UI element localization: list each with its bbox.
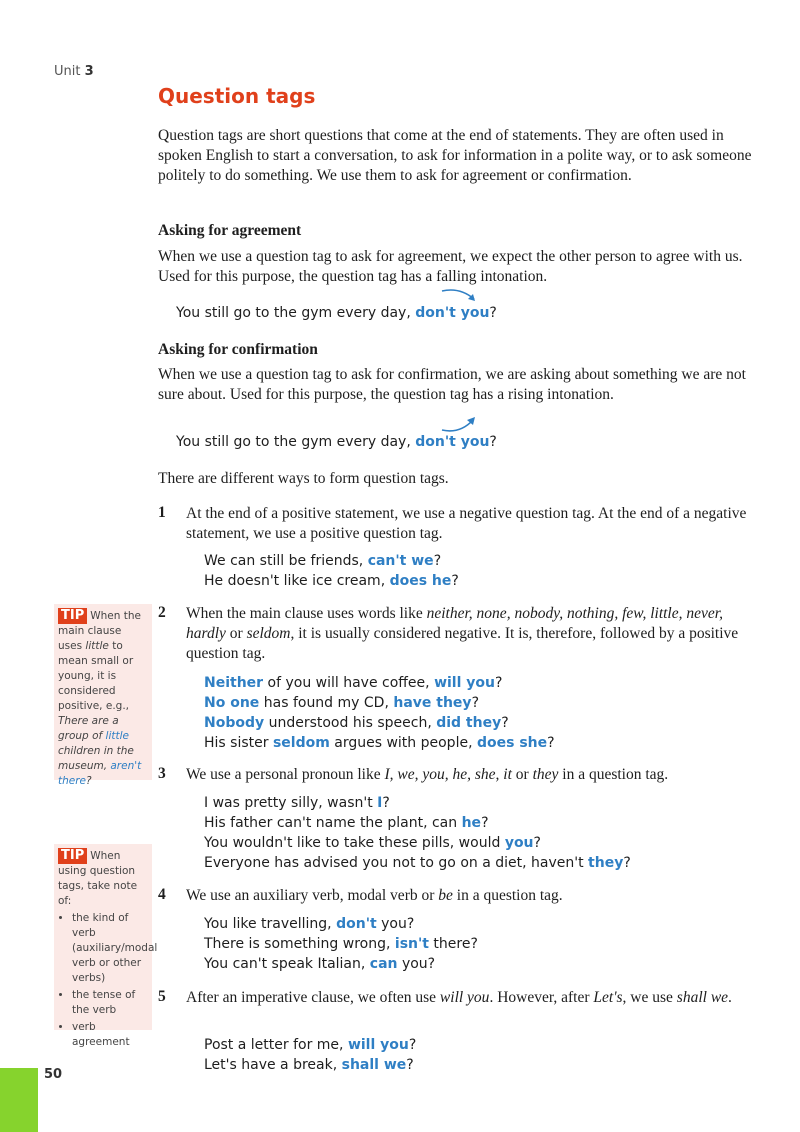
tip-list-item: • the tense of the verb (72, 988, 148, 1018)
example-text: You still go to the gym every day, (176, 434, 416, 450)
tip-text: to mean small or young, it is considered positive, e.g., (58, 640, 134, 712)
question-tag: shall we (341, 1057, 407, 1073)
example-end: ? (451, 573, 459, 589)
negative-words: neither, none, nobody, nothing, few, little, never, hardly (186, 605, 723, 642)
example-line (204, 853, 631, 873)
rule-text (186, 988, 756, 1008)
example-end: ? (533, 835, 541, 851)
question-tag: don't you (415, 305, 490, 321)
agreement-heading: Asking for agreement (158, 222, 302, 239)
example-end: ? (433, 553, 442, 569)
rule-text: At the end of a positive statement, we use a negative question tag. At the end of a negative statement, we use a positive question tag. (186, 505, 747, 542)
example-end: ? (494, 675, 503, 691)
keyword-lets: Let's (593, 989, 623, 1006)
question-tag: he (461, 815, 482, 831)
rule-text-part: , we use (622, 989, 677, 1006)
example-line (204, 954, 478, 974)
keyword-will-you: will you (439, 989, 490, 1006)
rule-text (186, 886, 756, 906)
example-text: You like travelling, (204, 916, 337, 932)
example-text: Post a letter for me, (204, 1037, 348, 1053)
example-text: Let's have a break, (204, 1057, 342, 1073)
question-tag: you (504, 835, 534, 851)
example-text: We can still be friends, (204, 553, 368, 569)
example-line (204, 733, 555, 753)
question-tag: does she (476, 735, 548, 751)
rule-text (186, 604, 756, 664)
rule-text-part: in a question tag. (452, 887, 563, 904)
rule-number: 5 (158, 988, 166, 1005)
example-end: ? (382, 795, 390, 811)
rule-text-part: , it is usually considered negative. It is, therefore, followed by a positive question tag. (186, 625, 739, 662)
rule-text-part: . However, after (489, 989, 594, 1006)
question-tag: can't we (367, 553, 434, 569)
example-text: understood his speech, (264, 715, 437, 731)
tip-badge: TIP (58, 848, 87, 864)
rule-text-part: We use an auxiliary verb, modal verb or (186, 887, 439, 904)
ways-intro: There are different ways to form question tags. (158, 470, 449, 487)
rule-text-part: in a question tag. (558, 766, 669, 783)
rule4-examples (204, 914, 478, 974)
tip-keyword: little (105, 730, 129, 742)
example-line (204, 1035, 416, 1055)
example-text: You can't speak Italian, (204, 956, 370, 972)
confirmation-text: When we use a question tag to ask for confirmation, we are asking about something we are not sure about. Used for this purpose, the question tag has a rising intonation. (158, 366, 746, 403)
example-end: ? (481, 815, 489, 831)
example-text: His sister (204, 735, 273, 751)
tip-list-item: • the kind of verb (auxiliary/modal verb or other verbs) (72, 911, 148, 986)
unit-label (54, 64, 94, 79)
example-end: ? (547, 735, 555, 751)
rule5-examples (204, 1035, 416, 1075)
tip-box-little (54, 604, 152, 787)
example-end: you? (397, 956, 436, 972)
example-line (204, 813, 631, 833)
tip-example-end: ? (86, 775, 92, 787)
page-number: 50 (44, 1067, 63, 1082)
example-text: argues with people, (329, 735, 477, 751)
tip-badge: TIP (58, 608, 87, 624)
question-tag: does he (389, 573, 452, 589)
pronoun-list: I, we, you, he, she, it (384, 766, 512, 783)
example-line (204, 833, 631, 853)
rule2-examples (204, 673, 555, 753)
agreement-example (176, 303, 497, 323)
example-end: ? (501, 715, 509, 731)
tip-example-text: children in the museum, (58, 745, 134, 772)
rule-text-part: We use a personal pronoun like (186, 766, 385, 783)
example-end: ? (406, 1057, 414, 1073)
question-tag: will you (347, 1037, 409, 1053)
page-corner-tab (0, 1068, 38, 1132)
tip-box-checklist (54, 844, 158, 1048)
rule-text-part: or (225, 625, 247, 642)
keyword-shall-we: shall we (676, 989, 729, 1006)
example-text: He doesn't like ice cream, (204, 573, 390, 589)
question-tag: don't you (415, 434, 490, 450)
tip-list-item: • verb agreement (72, 1020, 148, 1050)
example-line (204, 793, 631, 813)
example-line (204, 1055, 416, 1075)
page-title: Question tags (158, 84, 316, 108)
falling-intonation-arrow-icon (440, 285, 480, 305)
example-text: has found my CD, (259, 695, 394, 711)
rule-number: 1 (158, 504, 166, 521)
example-text: I was pretty silly, wasn't (204, 795, 378, 811)
rule-text (186, 765, 756, 785)
confirmation-heading: Asking for confirmation (158, 341, 318, 358)
example-text: There is something wrong, (204, 936, 395, 952)
tip-text: When using question tags, take note of: (58, 850, 138, 907)
negative-word: seldom (272, 735, 330, 751)
example-text: You still go to the gym every day, (176, 305, 416, 321)
tip-keyword: little (85, 640, 109, 652)
question-tag: did they (436, 715, 502, 731)
negative-word: Nobody (204, 715, 265, 731)
example-line (204, 551, 459, 571)
example-line (204, 934, 478, 954)
rule-text-part: After an imperative clause, we often use (186, 989, 440, 1006)
example-line (204, 914, 478, 934)
rule-text-part: or (511, 766, 533, 783)
rule1-examples (204, 551, 459, 591)
negative-word: Neither (204, 675, 264, 691)
rule-number: 4 (158, 886, 166, 903)
example-text: His father can't name the plant, can (204, 815, 462, 831)
example-end: you? (376, 916, 415, 932)
example-end: there? (428, 936, 478, 952)
example-line (204, 713, 555, 733)
rule-text-part: . (728, 989, 732, 1006)
question-tag: I (377, 795, 383, 811)
keyword-be: be (438, 887, 453, 904)
example-end: ? (408, 1037, 417, 1053)
confirmation-example (176, 432, 497, 452)
unit-number: 3 (84, 64, 94, 79)
example-end: ? (489, 434, 497, 450)
rising-intonation-arrow-icon (440, 414, 480, 434)
intro-paragraph: Question tags are short questions that come at the end of statements. They are often used in spoken English to start a conversation, to ask for information in a polite way, or to ask someone politely to do something. We use them to ask for agreement or confirmation. (158, 127, 752, 184)
negative-word: seldom (246, 625, 291, 642)
negative-word: No one (204, 695, 260, 711)
tip-example-text: There are a group of (58, 715, 119, 742)
tip-example (58, 715, 141, 787)
example-end: ? (471, 695, 479, 711)
tip-list (58, 911, 158, 1050)
example-end: ? (489, 305, 497, 321)
tip-text: When the main clause uses (58, 610, 141, 652)
example-line (204, 693, 555, 713)
tip-question-tag: aren't there (58, 760, 142, 787)
rule3-examples (204, 793, 631, 873)
agreement-text: When we use a question tag to ask for agreement, we expect the other person to agree with us. Used for this purpose, the question tag has a falling intonation. (158, 248, 743, 285)
verb-highlight: can (369, 956, 398, 972)
example-text: of you will have coffee, (263, 675, 435, 691)
example-end: ? (623, 855, 631, 871)
example-text: You wouldn't like to take these pills, would (204, 835, 505, 851)
unit-label-text: Unit (54, 64, 81, 79)
rule-text-part: When the main clause uses words like (186, 605, 427, 622)
example-text: Everyone has advised you not to go on a diet, haven't (204, 855, 589, 871)
example-line (204, 673, 555, 693)
example-line (204, 571, 459, 591)
pronoun: they (532, 766, 559, 783)
verb-highlight: don't (336, 916, 377, 932)
rule-number: 3 (158, 765, 166, 782)
question-tag: have they (393, 695, 472, 711)
question-tag: will you (434, 675, 495, 691)
rule-number: 2 (158, 604, 166, 621)
question-tag: they (588, 855, 624, 871)
verb-highlight: isn't (394, 936, 429, 952)
